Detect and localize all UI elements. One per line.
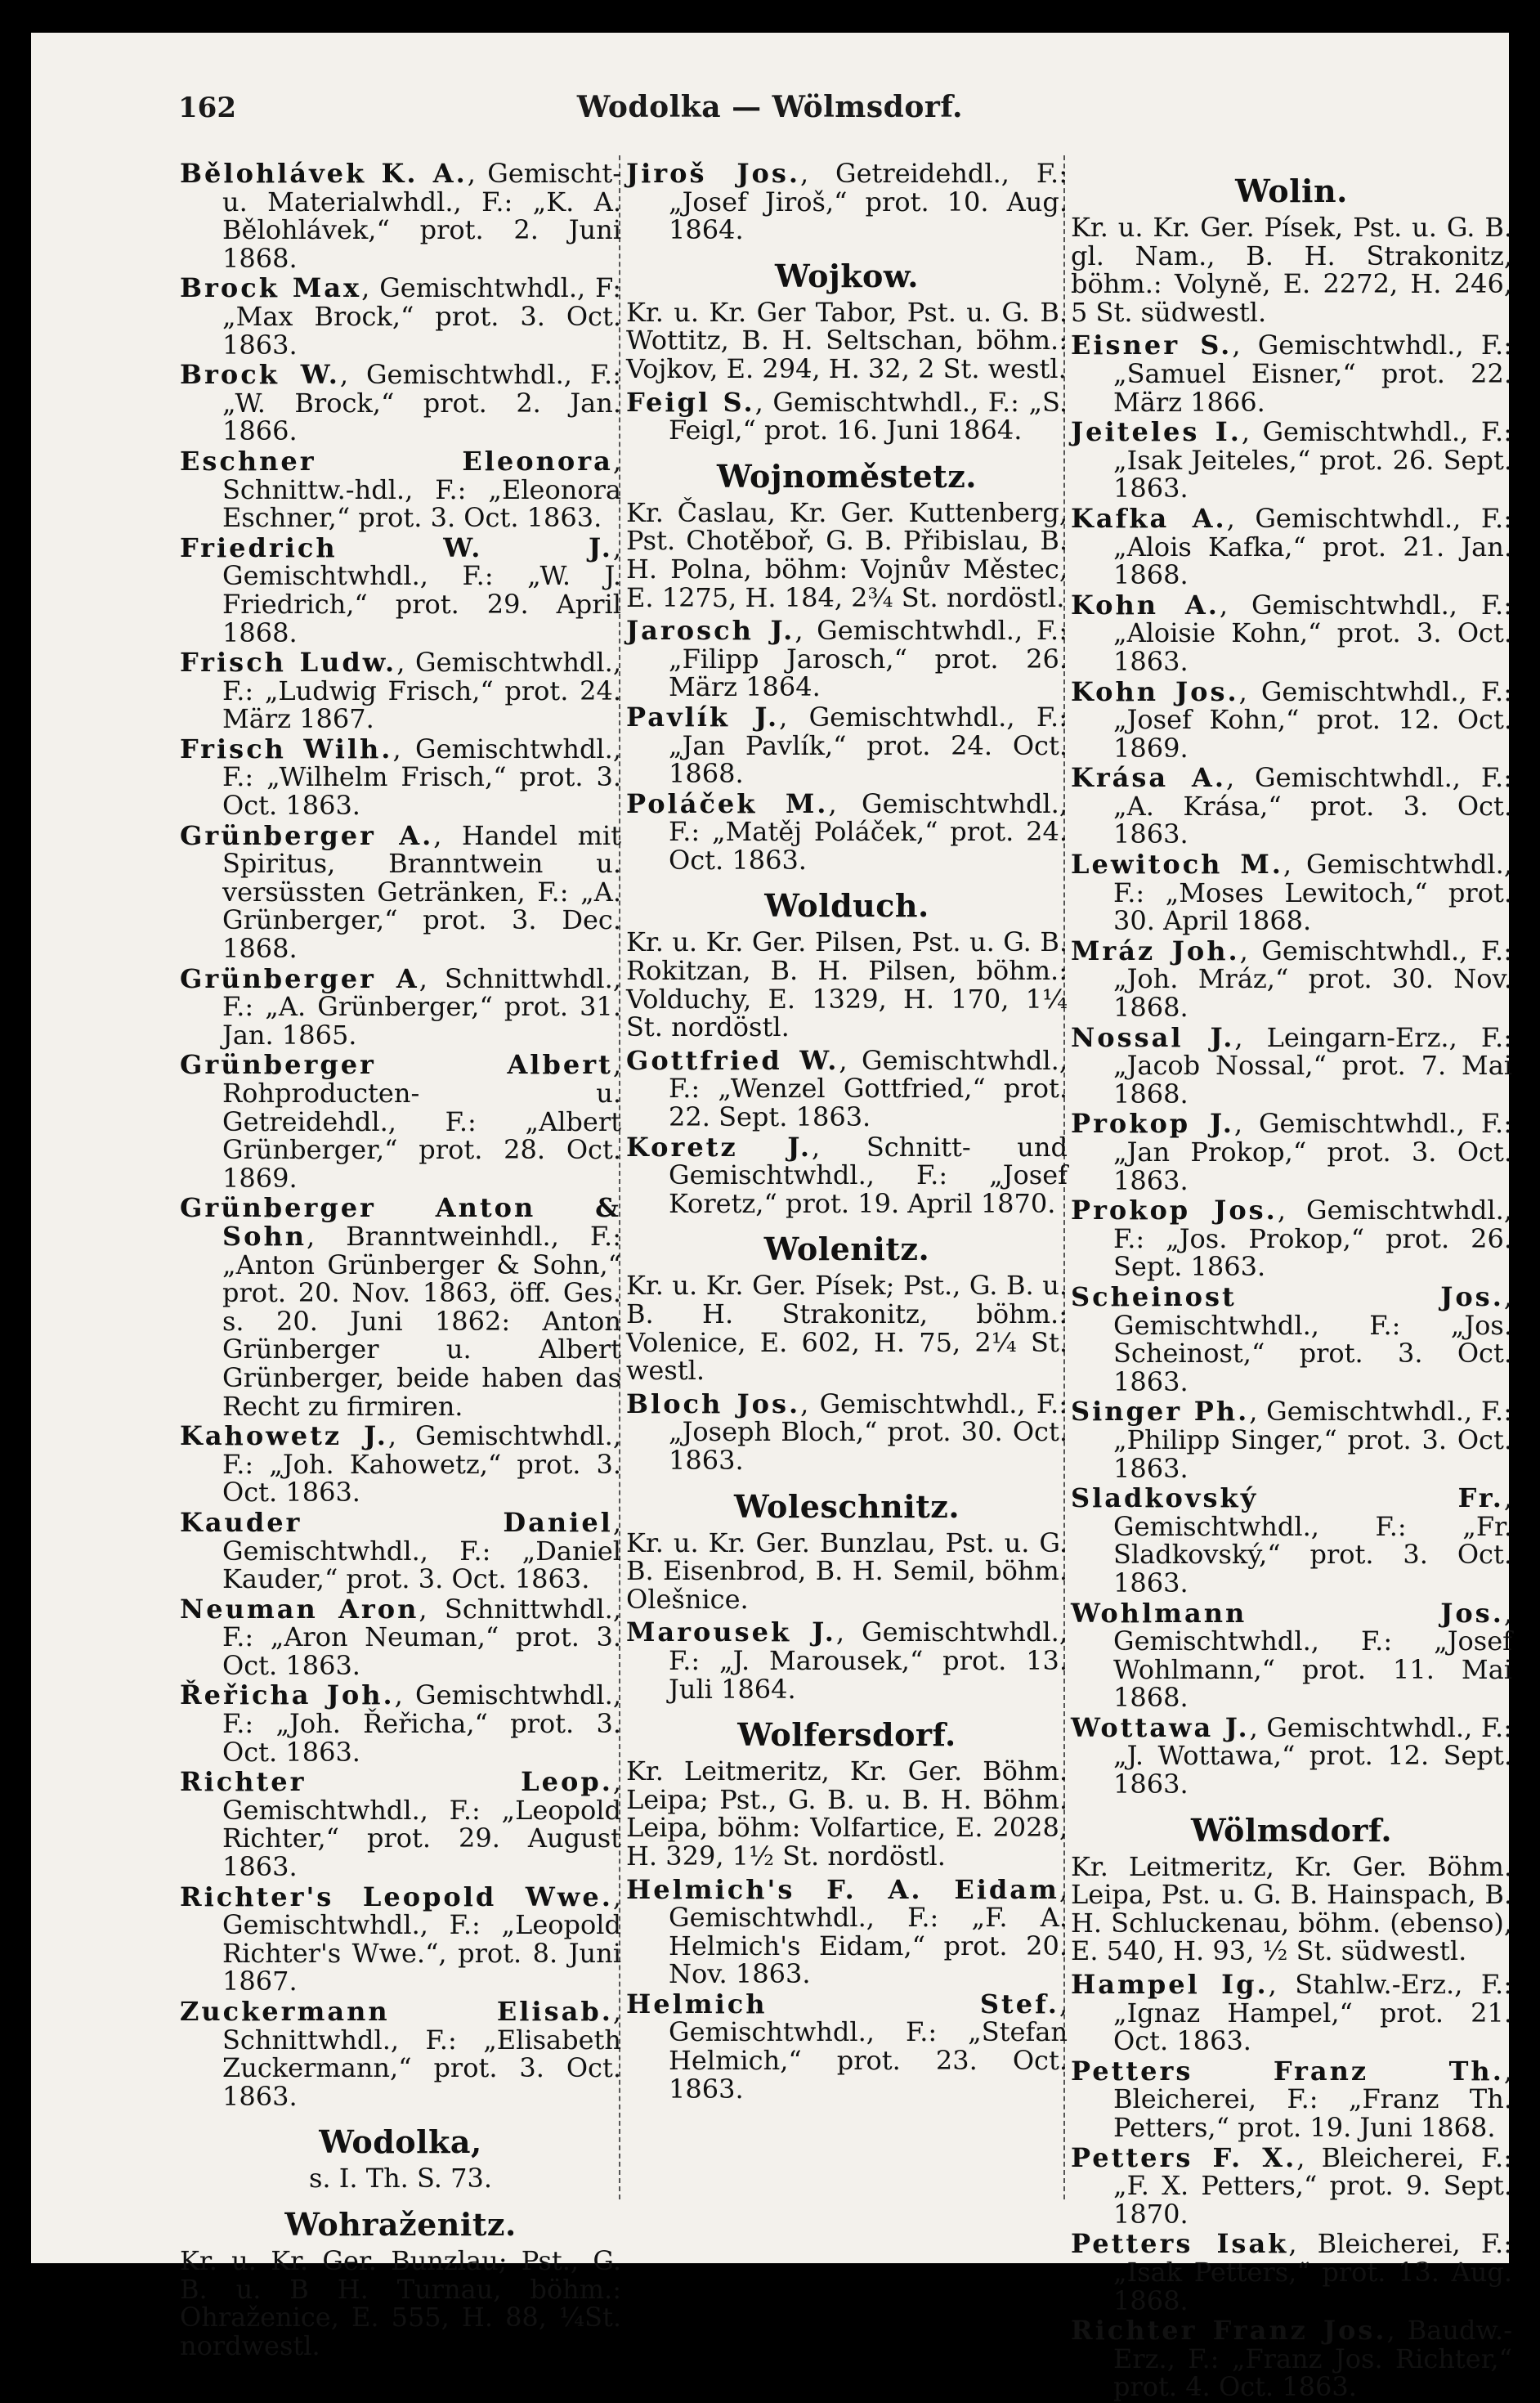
entry-text: , Gemischtwhdl., F.: „Stefan Helmich,“ prot. 23. Oct. 1863.: [669, 1988, 1068, 2105]
entry-text: , Gemischtwhdl., F.: „Wenzel Gottfried,“ prot. 22. Sept. 1863.: [669, 1044, 1068, 1133]
page-title: Wodolka — Wölmsdorf.: [576, 90, 964, 124]
place-description: Kr. u. Kr. Ger. Bunzlau, Pst. u. G. B. Eisenbrod, B. H. Semil, böhm. Olešnice.: [626, 1527, 1068, 1615]
column-3: [1071, 159, 1512, 2403]
entry-text: , Getreidehdl., F.: „Josef Jiroš,“ prot. 10. Aug. 1864.: [669, 158, 1068, 246]
entry-text: , Gemischtwhdl., F.: „Josef Wohlmann,“ prot. 11. Mai 1868.: [1113, 1597, 1512, 1714]
place-description: Kr. Leitmeritz, Kr. Ger. Böhm. Leipa; Pst., G. B. u. B. H. Böhm. Leipa, böhm: Volfartice, E. 2028, H. 329, 1½ St. nordöstl.: [626, 1755, 1068, 1872]
entry-text: , Gemischtwhdl., F.: „Jan Pavlík,“ prot. 24. Oct. 1868.: [669, 701, 1068, 790]
entry-text: , Rohproducten- u. Getreidehdl., F.: „Albert Grünberger,“ prot. 28. Oct. 1869.: [222, 1049, 621, 1194]
place-heading: Wodolka,: [319, 2123, 482, 2161]
place-description: Kr. u. Kr. Ger. Pilsen, Pst. u. G. B. Rokitzan, B. H. Pilsen, böhm.: Volduchy, E. 1329, H. 170, 1¼ St. nordöstl.: [626, 926, 1068, 1043]
directory-entry: [180, 361, 621, 446]
entry-name: Feigl S.: [626, 386, 755, 418]
page: [31, 33, 1513, 2403]
page-header: [31, 33, 1509, 164]
entry-text: , Schnitt- und Gemischtwhdl., F.: „Josef Koretz,“ prot. 19. April 1870.: [669, 1131, 1068, 1219]
directory-entry: [180, 819, 622, 965]
entry-text: , Gemischtwhdl., F.: „J. Wottawa,“ prot. 12. Sept. 1863.: [1113, 1711, 1512, 1800]
entry-name: Mráz Joh.: [1071, 935, 1240, 966]
directory-entry: [1071, 2230, 1512, 2315]
directory-entry: [1071, 1711, 1512, 1800]
directory-entry: [1071, 2316, 1512, 2401]
entry-name: Lewitoch M.: [1071, 849, 1283, 881]
place-description: Kr. u. Kr. Ger. Písek, Pst. u. G. B. gl. Nam., B. H. Strakonitz, böhm.: Volyně, E. 2272, H. 246, 5 St. südwestl.: [1071, 212, 1512, 328]
entry-text: , Gemischtwhdl., F.: „Aloisie Kohn,“ prot. 3. Oct. 1863.: [1113, 589, 1513, 677]
entry-text: , Baudw.-Erz., F.: „Franz Jos. Richter,“ prot. 4. Oct. 1863.: [1113, 2315, 1513, 2403]
directory-entry: [1071, 1484, 1512, 1597]
entry-name: Kohn Jos.: [1071, 675, 1239, 707]
entry-text: , Gemischtwhdl., F.: „Isak Jeiteles,“ prot. 26. Sept. 1863.: [1113, 416, 1513, 504]
entry-text: , Gemischtwhdl., F.: „Joh. Řeřicha,“ prot. 3. Oct. 1863.: [222, 1679, 621, 1768]
column-1: [180, 159, 621, 2365]
place-reference: s. I. Th. S. 73.: [308, 2163, 493, 2195]
directory-entry: [626, 1873, 1068, 1990]
directory-entry: [626, 703, 1068, 788]
entry-name: Richter's Leopold Wwe.: [180, 1881, 613, 1912]
entry-name: Brock W.: [180, 359, 340, 391]
directory-entry: [1071, 1196, 1512, 1281]
entry-text: , Gemischtwhdl., F.: „Jan Prokop,“ prot. 3. Oct. 1863.: [1113, 1108, 1513, 1196]
entry-name: Eschner Eleonora: [180, 445, 613, 477]
entry-text: , Gemischtwhdl., F.: „Samuel Eisner,“ prot. 22. März 1866.: [1113, 330, 1513, 418]
directory-entry: [180, 1194, 621, 1420]
directory-entry: [626, 1390, 1068, 1475]
entry-text: , Leingarn-Erz., F.: „Jacob Nossal,“ prot. 7. Mai 1868.: [1113, 1021, 1513, 1110]
directory-entry: [180, 1422, 621, 1507]
directory-entry: [180, 274, 621, 359]
directory-entry: [180, 1051, 621, 1192]
directory-entry: [1071, 591, 1512, 676]
place-heading: Wölmsdorf.: [1190, 1811, 1393, 1849]
directory-entry: [180, 1997, 621, 2110]
entry-name: Prokop Jos.: [1071, 1195, 1278, 1226]
directory-entry: [1071, 1280, 1512, 1397]
entry-name: Petters Franz Th.: [1071, 2055, 1504, 2087]
directory-entry: [180, 159, 621, 272]
entry-name: Poláček M.: [626, 787, 829, 819]
entry-name: Kauder Daniel: [180, 1506, 613, 1538]
directory-entry: [626, 1044, 1068, 1133]
entry-name: Wohlmann Jos.: [1071, 1597, 1504, 1629]
entry-name: Kohn A.: [1071, 589, 1220, 621]
entry-text: , Gemischtwhdl., F.: „W. J. Friedrich,“ prot. 29. April 1868.: [222, 531, 621, 648]
entry-name: Richter Leop.: [180, 1766, 613, 1798]
entry-name: Grünberger A: [180, 962, 419, 994]
directory-entry: [626, 787, 1068, 876]
entry-name: Kahowetz J.: [180, 1420, 388, 1452]
entry-name: Řeřicha Joh.: [180, 1679, 395, 1711]
directory-entry: [180, 648, 621, 733]
entry-text: , Gemischtwhdl., F.: „J. Marousek,“ prot. 13. Juli 1864.: [669, 1616, 1068, 1705]
entry-text: , Gemischtwhdl., F.: „F. A. Helmich's Eidam,“ prot. 20. Nov. 1863.: [669, 1873, 1068, 1990]
entry-text: , Gemischtwhdl., F.: „Matěj Poláček,“ prot. 24. Oct. 1863.: [669, 787, 1068, 876]
entry-text: , Gemischtwhdl., F.: „Philipp Singer,“ prot. 3. Oct. 1863.: [1113, 1396, 1513, 1484]
entry-name: Helmich Stef.: [626, 1988, 1059, 2020]
entry-name: Frisch Wilh.: [180, 733, 393, 764]
directory-entry: [626, 1133, 1068, 1218]
entry-text: , Gemischtwhdl., F.: „A. Krása,“ prot. 3. Oct. 1863.: [1113, 762, 1513, 850]
place-heading: Wojnoměstetz.: [716, 457, 977, 495]
entry-name: Jarosch J.: [626, 615, 795, 647]
entry-name: Petters F. X.: [1071, 2141, 1297, 2173]
entry-text: , Gemischtwhdl., F.: „Josef Kohn,“ prot. 12. Oct. 1869.: [1113, 675, 1513, 764]
directory-entry: [1071, 2057, 1512, 2142]
entry-name: Grünberger A.: [180, 819, 434, 851]
entry-text: , Schnittwhdl., F.: „Elisabeth Zuckermann,“ prot. 3. Oct. 1863.: [222, 1996, 621, 2112]
directory-entry: [1071, 764, 1512, 849]
place-description: Kr. Leitmeritz, Kr. Ger. Böhm. Leipa, Pst. u. G. B. Hainspach, B. H. Schluckenau, böhm. (ebenso), E. 540, H. 93, ½ St. südwestl.: [1071, 1850, 1512, 1967]
entry-text: , Bleicherei, F.: „Franz Th. Petters,“ prot. 19. Juni 1868.: [1113, 2055, 1512, 2143]
entry-text: , Branntweinhdl., F.: „Anton Grünberger & Sohn,“ prot. 20. Nov. 1863, öff. Ges. s. 20. Juni 1862: Anton Grünberger u. Albert Grünberger, beide haben das Recht zu firmiren.: [222, 1220, 621, 1422]
entry-name: Neuman Aron: [180, 1593, 419, 1625]
entry-text: , Gemischtwhdl., F.: „Fr. Sladkovský,“ prot. 3. Oct. 1863.: [1113, 1482, 1512, 1598]
entry-name: Bloch Jos.: [626, 1388, 801, 1419]
entry-text: , Gemischtwhdl., F: „Max Brock,“ prot. 3. Oct. 1863.: [222, 272, 622, 361]
entry-name: Bělohlávek K. A.: [180, 158, 468, 189]
directory-entry: [180, 962, 622, 1051]
entry-name: Scheinost Jos.: [1071, 1280, 1504, 1312]
entry-name: Hampel Ig.: [1071, 1969, 1269, 2001]
directory-entry: [1071, 418, 1512, 503]
entry-name: Grünberger Albert: [180, 1049, 613, 1081]
page-number: 162: [178, 92, 236, 124]
place-heading: Wolenitz.: [763, 1231, 930, 1268]
directory-entry: [626, 1990, 1068, 2103]
entry-text: , Gemischtwhdl., F.: „Joh. Kahowetz,“ prot. 3. Oct. 1863.: [222, 1420, 621, 1509]
entry-text: , Gemischtwhdl., F.: „Leopold Richter,“ prot. 29. August 1863.: [222, 1766, 621, 1883]
entry-name: Jiroš Jos.: [626, 158, 800, 189]
entry-name: Petters Isak: [1071, 2228, 1289, 2260]
entry-name: Marousek J.: [626, 1616, 836, 1648]
place-heading: Wojkow.: [775, 257, 919, 294]
directory-entry: [1071, 1397, 1512, 1482]
entry-text: , Gemischtwhdl., F.: „Leopold Richter's Wwe.“, prot. 8. Juni 1867.: [222, 1881, 621, 1997]
directory-entry: [180, 1681, 621, 1766]
directory-entry: [626, 1618, 1068, 1703]
entry-name: Kafka A.: [1071, 502, 1227, 534]
entry-name: Friedrich W. J.: [180, 531, 613, 563]
entry-text: , Schnittwhdl., F.: „Aron Neuman,“ prot. 3. Oct. 1863.: [222, 1593, 621, 1681]
entry-text: , Gemischt- u. Materialwhdl., F.: „K. A. Bělohlávek,“ prot. 2. Juni 1868.: [222, 158, 621, 274]
entry-text: , Handel mit Spiritus, Branntwein u. versüssten Getränken, F.: „A. Grünberger,“ prot. 3. Dec. 1868.: [222, 819, 622, 965]
entry-text: , Gemischtwhdl., F.: „W. Brock,“ prot. 2. Jan. 1866.: [222, 359, 622, 447]
entry-text: , Bleicherei, F.: „F. X. Petters,“ prot. 9. Sept. 1870.: [1113, 2141, 1512, 2230]
directory-entry: [180, 531, 621, 648]
place-heading: Wolfersdorf.: [737, 1716, 956, 1754]
directory-entry: [1071, 1970, 1512, 2056]
entry-name: Sladkovský Fr.: [1071, 1482, 1504, 1514]
directory-entry: [180, 1768, 621, 1881]
directory-entry: [180, 447, 621, 532]
entry-text: , Gemischtwhdl., F.: „Joseph Bloch,“ prot. 30. Oct. 1863.: [669, 1388, 1068, 1476]
directory-entry: [1071, 1599, 1512, 1712]
directory-entry: [1071, 1110, 1512, 1195]
place-heading: Wolduch.: [764, 887, 929, 925]
entry-name: Pavlík J.: [626, 701, 780, 733]
directory-entry: [1071, 331, 1512, 416]
directory-entry: [180, 1506, 621, 1595]
directory-entry: [626, 159, 1068, 244]
directory-entry: [626, 616, 1068, 702]
directory-entry: [1071, 1021, 1513, 1110]
entry-text: , Gemischtwhdl., F.: „Alois Kafka,“ prot. 21. Jan. 1868.: [1113, 502, 1512, 591]
entry-name: Koretz J.: [626, 1131, 813, 1163]
entry-text: , Bleicherei, F.: „Isak Petters,“ prot. 13. Aug. 1868.: [1113, 2228, 1513, 2316]
entry-text: , Gemischtwhdl., F.: „Jos. Prokop,“ prot. 26. Sept. 1863.: [1113, 1195, 1513, 1283]
directory-entry: [180, 1883, 621, 1996]
place-description: Kr. u. Kr. Ger Tabor, Pst. u. G. B. Wottitz, B. H. Seltschan, böhm.: Vojkov, E. 294, H. 32, 2 St. westl.: [626, 296, 1068, 384]
column-2: [626, 159, 1068, 2105]
entry-name: Krása A.: [1071, 762, 1226, 794]
entry-name: Singer Ph.: [1071, 1396, 1250, 1428]
directory-entry: [180, 735, 621, 820]
entry-text: , Gemischtwhdl., F.: „S. Feigl,“ prot. 16. Juni 1864.: [669, 386, 1068, 446]
entry-text: , Gemischtwhdl., F.: „Joh. Mráz,“ prot. 30. Nov. 1868.: [1113, 935, 1513, 1024]
place-description: Kr. u. Kr. Ger. Bunzlau; Pst., G. B. u. B H. Turnau, böhm.: Ohraženice, E. 555, H. 88, ¼St. nordwestl.: [180, 2244, 621, 2361]
place-heading: Woleschnitz.: [733, 1487, 960, 1525]
entry-name: Richter Franz Jos.: [1071, 2315, 1387, 2347]
entry-text: , Gemischtwhdl., F.: „Daniel Kauder,“ prot. 3. Oct. 1863.: [222, 1506, 621, 1595]
place-description: Kr. u. Kr. Ger. Písek; Pst., G. B. u. B. H. Strakonitz, böhm.: Volenice, E. 602, H. 75, 2¼ St. westl.: [626, 1270, 1068, 1387]
directory-entry: [1071, 675, 1513, 764]
entry-name: Jeiteles I.: [1071, 416, 1242, 448]
entry-name: Grünberger Anton & Sohn: [180, 1192, 621, 1252]
directory-entry: [626, 388, 1068, 445]
entry-text: , Gemischtwhdl., F.: „Jos. Scheinost,“ prot. 3. Oct. 1863.: [1113, 1280, 1512, 1397]
entry-text: , Gemischtwhdl., F.: „Filipp Jarosch,“ prot. 26. März 1864.: [669, 615, 1068, 703]
entry-text: , Stahlw.-Erz., F.: „Ignaz Hampel,“ prot. 21. Oct. 1863.: [1113, 1969, 1513, 2057]
entry-name: Nossal J.: [1071, 1021, 1235, 1053]
directory-entry: [1071, 937, 1512, 1022]
entry-name: Prokop J.: [1071, 1108, 1234, 1140]
entry-text: , Schnittwhdl., F.: „A. Grünberger,“ prot. 31. Jan. 1865.: [222, 962, 622, 1051]
place-description: Kr. Časlau, Kr. Ger. Kuttenberg, Pst. Chotěboř, G. B. Přibislau, B. H. Polna, böhm: Vojnův Městec, E. 1275, H. 184, 2¾ St. nordöstl.: [626, 496, 1068, 613]
directory-entry: [1071, 850, 1512, 935]
entry-text: , Schnittw.-hdl., F.: „Eleonora Eschner,“ prot. 3. Oct. 1863.: [222, 445, 621, 534]
directory-entry: [1071, 504, 1512, 590]
entry-name: Wottawa J.: [1071, 1711, 1250, 1743]
entry-name: Eisner S.: [1071, 330, 1233, 361]
entry-name: Zuckermann Elisab.: [180, 1996, 613, 2027]
entry-name: Gottfried W.: [626, 1044, 839, 1076]
entry-name: Helmich's F. A. Eidam: [626, 1873, 1059, 1905]
entry-name: Frisch Ludw.: [180, 647, 397, 679]
entry-text: , Gemischtwhdl., F.: „Moses Lewitoch,“ prot. 30. April 1868.: [1113, 849, 1512, 937]
entry-text: , Gemischtwhdl., F.: „Ludwig Frisch,“ prot. 24. März 1867.: [222, 647, 622, 735]
entry-text: , Gemischtwhdl., F.: „Wilhelm Frisch,“ prot. 3. Oct. 1863.: [222, 733, 621, 822]
place-heading: Wolin.: [1235, 173, 1348, 209]
directory-entry: [180, 1595, 621, 1680]
place-heading: Wohraženitz.: [284, 2205, 517, 2243]
directory-entry: [1071, 2141, 1512, 2230]
entry-name: Brock Max: [180, 272, 362, 304]
